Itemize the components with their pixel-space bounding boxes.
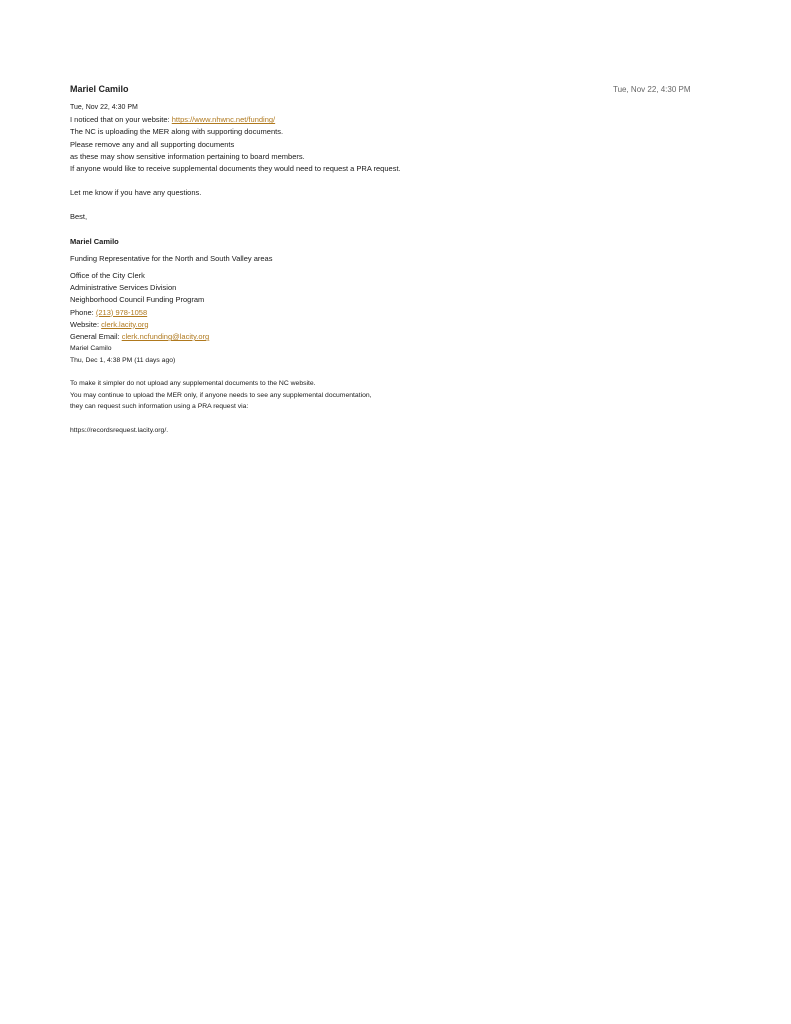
body-line: If anyone would like to receive supplemental documents they would need to request a PRA request. [70,164,401,174]
website-label: Website: [70,319,102,329]
body-text: I noticed that on your website: [70,115,172,125]
signature-phone [70,307,730,319]
spacer [70,413,730,425]
spacer [70,224,730,236]
body-line: as these may show sensitive information pertaining to board members. [70,151,305,161]
signature-office: Office of the City Clerk [70,271,145,281]
phone-label: Phone: [70,307,96,317]
funding-page-link[interactable]: https://www.nhwnc.net/funding/ [171,115,276,125]
body-line: Please remove any and all supporting documents [70,139,235,149]
signature-name: Mariel Camilo [70,236,119,246]
signature-email [70,331,730,343]
reply-sender: Mariel Camilo [70,345,112,353]
sender-name: Mariel Camilo [70,84,129,94]
signature-block [70,236,730,344]
email-link[interactable]: clerk.ncfunding@lacity.org [121,332,210,342]
signature-website [70,319,730,331]
spacer [70,175,730,187]
phone-link[interactable]: (213) 978-1058 [95,307,148,317]
reply-message [70,343,730,436]
reply-url: https://recordsrequest.lacity.org/. [70,426,169,434]
email-body [70,102,730,436]
body-line: The NC is uploading the MER along with supporting documents. [70,127,284,137]
message-date: Tue, Nov 22, 4:30 PM [613,85,691,94]
reply-date: Thu, Dec 1, 4:38 PM (11 days ago) [70,356,176,364]
signature-division: Administrative Services Division [70,283,177,293]
website-link[interactable]: clerk.lacity.org [101,319,149,329]
reply-line: To make it simpler do not upload any supplemental documents to the NC website. [70,380,316,388]
spacer [70,366,730,378]
signature-title: Funding Representative for the North and South Valley areas [70,253,273,263]
closing: Best, [70,212,88,222]
message-date-line: Tue, Nov 22, 4:30 PM [70,104,138,111]
signature-program: Neighborhood Council Funding Program [70,295,205,305]
email-label: General Email: [70,332,122,342]
spacer [70,199,730,211]
reply-line: You may continue to upload the MER only, if anyone needs to see any supplemental documentation, [70,391,372,399]
body-line: Let me know if you have any questions. [70,188,202,198]
body-line [70,114,730,126]
reply-line: they can request such information using a PRA request via: [70,403,249,411]
